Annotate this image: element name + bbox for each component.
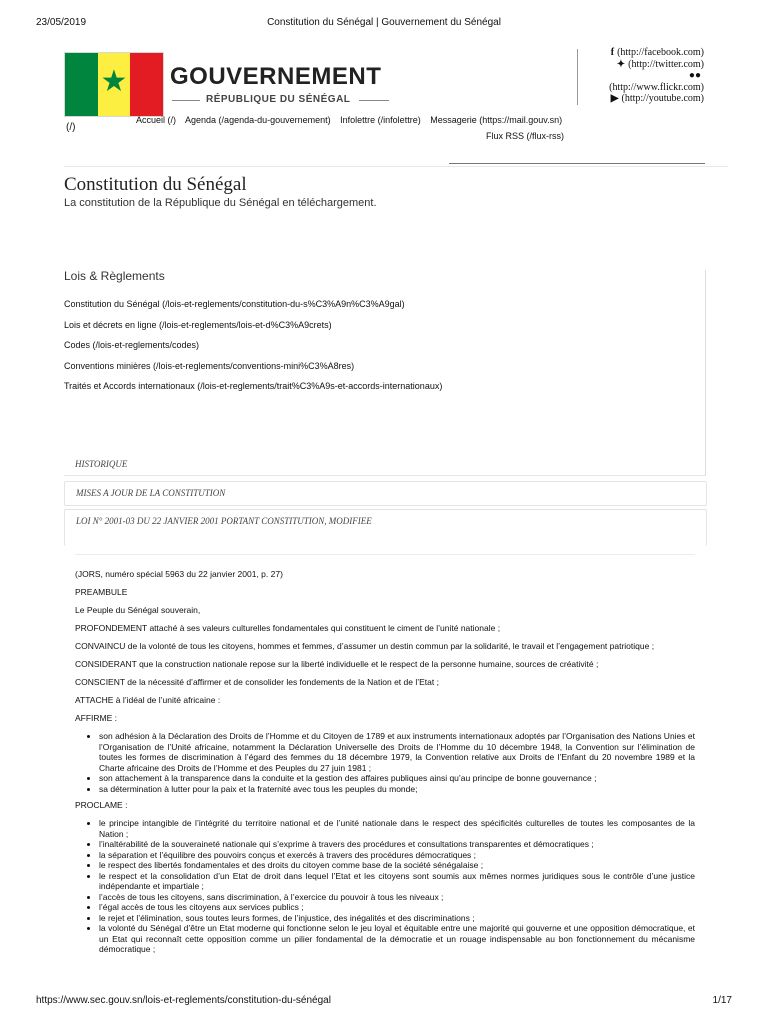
lois-link-lois-decrets[interactable]: Lois et décrets en ligne (/lois-et-reglements/lois-et-d%C3%A9crets) bbox=[64, 319, 332, 330]
social-youtube[interactable] bbox=[609, 93, 704, 105]
list-item: • sa détermination à lutter pour la paix et la fraternité avec tous les peuples du monde; bbox=[99, 784, 695, 795]
social-flickr[interactable] bbox=[609, 70, 704, 93]
paragraph: CONSIDERANT que la construction nationale repose sur la liberté individuelle et le respect de la personne humaine, sources de créativité ; bbox=[75, 659, 599, 669]
social-separator bbox=[577, 49, 578, 105]
page-title: Constitution du Sénégal bbox=[64, 174, 247, 195]
paragraph: ATTACHE à l’idéal de l’unité africaine : bbox=[75, 695, 221, 705]
lois-link-codes[interactable]: Codes (/lois-et-reglements/codes) bbox=[64, 340, 200, 350]
content-divider bbox=[75, 554, 695, 555]
lois-reglements-list bbox=[64, 299, 442, 402]
nav-item-infolettre[interactable]: Infolettre (/infolettre) bbox=[340, 115, 421, 125]
site-title[interactable]: GOUVERNEMENT bbox=[170, 63, 382, 90]
list-item: • le respect et la consolidation d’un Etat de droit dans lequel l’Etat et les citoyens sont soumis aux mêmes normes juridiques sous le contrôle d’une justice indépendante et impartiale ; bbox=[99, 871, 695, 892]
list-item: • la séparation et l’équilibre des pouvoirs conçus et exercés à travers des procédures démocratiques ; bbox=[99, 850, 695, 861]
print-date: 23/05/2019 bbox=[36, 17, 87, 28]
list-item: • l’accès de tous les citoyens, sans discrimination, à l’exercice du pouvoir à tous les niveaux ; bbox=[99, 892, 695, 903]
accordion-mises-a-jour[interactable] bbox=[64, 481, 707, 506]
accordion-mises-a-jour-label: MISES A JOUR DE LA CONSTITUTION bbox=[76, 488, 226, 498]
social-twitter[interactable] bbox=[609, 59, 704, 71]
lois-link-conventions[interactable]: Conventions minières (/lois-et-reglements/conventions-mini%C3%A8res) bbox=[64, 360, 355, 371]
proclame-list bbox=[75, 818, 695, 955]
print-title: Constitution du Sénégal | Gouvernement du Sénégal bbox=[267, 17, 501, 28]
social-twitter-label: (http://twitter.com) bbox=[628, 58, 704, 70]
lois-link-constitution[interactable]: Constitution du Sénégal (/lois-et-reglements/constitution-du-s%C3%A9n%C3%A9gal) bbox=[64, 299, 405, 309]
page-subtitle: La constitution de la République du Sénégal en téléchargement. bbox=[64, 197, 377, 209]
nav-item-rss[interactable]: Flux RSS (/flux-rss) bbox=[486, 131, 565, 141]
list-item: • l’égal accès de tous les citoyens aux services publics ; bbox=[99, 902, 695, 913]
social-links bbox=[609, 47, 704, 105]
social-youtube-label: (http://youtube.com) bbox=[621, 93, 704, 104]
affirme-list bbox=[75, 731, 695, 794]
twitter-icon: ✦ bbox=[616, 58, 626, 70]
peuple-line: Le Peuple du Sénégal souverain, bbox=[75, 605, 201, 615]
affirme-heading: AFFIRME : bbox=[75, 713, 118, 723]
constitution-text bbox=[75, 569, 695, 961]
list-item: • le respect des libertés fondamentales et des droits du citoyen comme base de la société sénégalaise ; bbox=[99, 860, 695, 871]
paragraph: PROFONDEMENT attaché à ses valeurs culturelles fondamentales qui constituent le ciment de l’unité nationale ; bbox=[75, 623, 501, 633]
list-item: • son attachement à la transparence dans la conduite et la gestion des affaires publiques ainsi qu’au principe de bonne gouvernance ; bbox=[99, 773, 695, 784]
accordion-loi-2001[interactable] bbox=[64, 509, 707, 546]
social-flickr-label: (http://www.flickr.com) bbox=[609, 81, 704, 93]
list-item: • l’inaltérabilité de la souveraineté nationale qui s’exprime à travers des procédures et consultations transparentes et démocratiques ; bbox=[99, 839, 695, 850]
proclame-heading: PROCLAME : bbox=[75, 800, 128, 810]
nav-item-messagerie[interactable]: Messagerie (https://mail.gouv.sn) bbox=[430, 115, 563, 125]
youtube-icon: ▶ bbox=[610, 93, 619, 104]
subtitle-rule-right bbox=[359, 100, 389, 101]
subtitle-rule-left bbox=[172, 100, 200, 101]
print-page-number: 1/17 bbox=[712, 995, 732, 1006]
nav-item-agenda[interactable]: Agenda (/agenda-du-gouvernement) bbox=[185, 115, 331, 125]
facebook-icon: f bbox=[610, 47, 615, 58]
senegal-flag-logo[interactable] bbox=[64, 52, 164, 117]
social-facebook[interactable] bbox=[609, 47, 704, 59]
paragraph: CONSCIENT de la nécessité d’affirmer et de consolider les fondements de la Nation et de l’Etat ; bbox=[75, 677, 439, 687]
social-facebook-label: (http://facebook.com) bbox=[617, 47, 704, 58]
list-item: • le principe intangible de l’intégrité du territoire national et de l’unité nationale dans le respect des spécificités culturelles de toutes les composantes de la Nation ; bbox=[99, 818, 695, 839]
header-divider bbox=[64, 166, 728, 167]
search-underline bbox=[449, 163, 705, 164]
flickr-icon: ●● bbox=[688, 70, 701, 81]
paragraph: CONVAINCU de la volonté de tous les citoyens, hommes et femmes, d’assumer un destin commun par la solidarité, le travail et l’engagement patriotique ; bbox=[75, 641, 655, 651]
flag-star-icon: ★ bbox=[100, 65, 128, 98]
main-nav bbox=[136, 115, 569, 125]
site-subtitle: RÉPUBLIQUE DU SÉNÉGAL bbox=[206, 94, 351, 105]
nav-home-link[interactable]: (/) bbox=[66, 122, 76, 133]
list-item: • la volonté du Sénégal d’être un Etat moderne qui fonctionne selon le jeu loyal et équitable entre une majorité qui gouverne et une opposition démocratique, et un Etat qui reconnaît cette opposition comme un pilier fondamental de la démocratie et un rouage indispensable au bon fonctionnement du mécanisme démocratique ; bbox=[99, 923, 695, 955]
jors-reference: (JORS, numéro spécial 5963 du 22 janvier 2001, p. 27) bbox=[75, 569, 283, 579]
lois-reglements-heading: Lois & Règlements bbox=[64, 269, 165, 283]
accordion-loi-2001-label: LOI N° 2001-03 DU 22 JANVIER 2001 PORTANT CONSTITUTION, MODIFIEE bbox=[76, 516, 372, 526]
print-url: https://www.sec.gouv.sn/lois-et-reglements/constitution-du-sénégal bbox=[36, 995, 331, 1006]
nav-item-accueil[interactable]: Accueil (/) bbox=[136, 115, 177, 125]
list-item: • son adhésion à la Déclaration des Droits de l’Homme et du Citoyen de 1789 et aux instruments internationaux adoptés par l’Organisation des Nations Unies et l’Organisation de l’Unité africaine, notamment la Déclaration Universelle des Droits de l’Homme du 10 décembre 1948, la Convention sur l’élimination de toutes les formes de discrimination à l’égard des femmes du 18 décembre 1979, la Convention relative aux Droits de l’Enfant du 20 novembre 1989 et la Charte africaine des Droits de l’Homme et des Peuples du 27 juin 1981 ; bbox=[99, 731, 695, 773]
accordion-historique[interactable]: HISTORIQUE bbox=[75, 459, 128, 469]
list-item: • le rejet et l’élimination, sous toutes leurs formes, de l’injustice, des inégalités et des discriminations ; bbox=[99, 913, 695, 924]
preambule-heading: PREAMBULE bbox=[75, 587, 128, 597]
lois-link-traites[interactable]: Traités et Accords internationaux (/lois-et-reglements/trait%C3%A9s-et-accords-internationaux) bbox=[64, 381, 443, 391]
